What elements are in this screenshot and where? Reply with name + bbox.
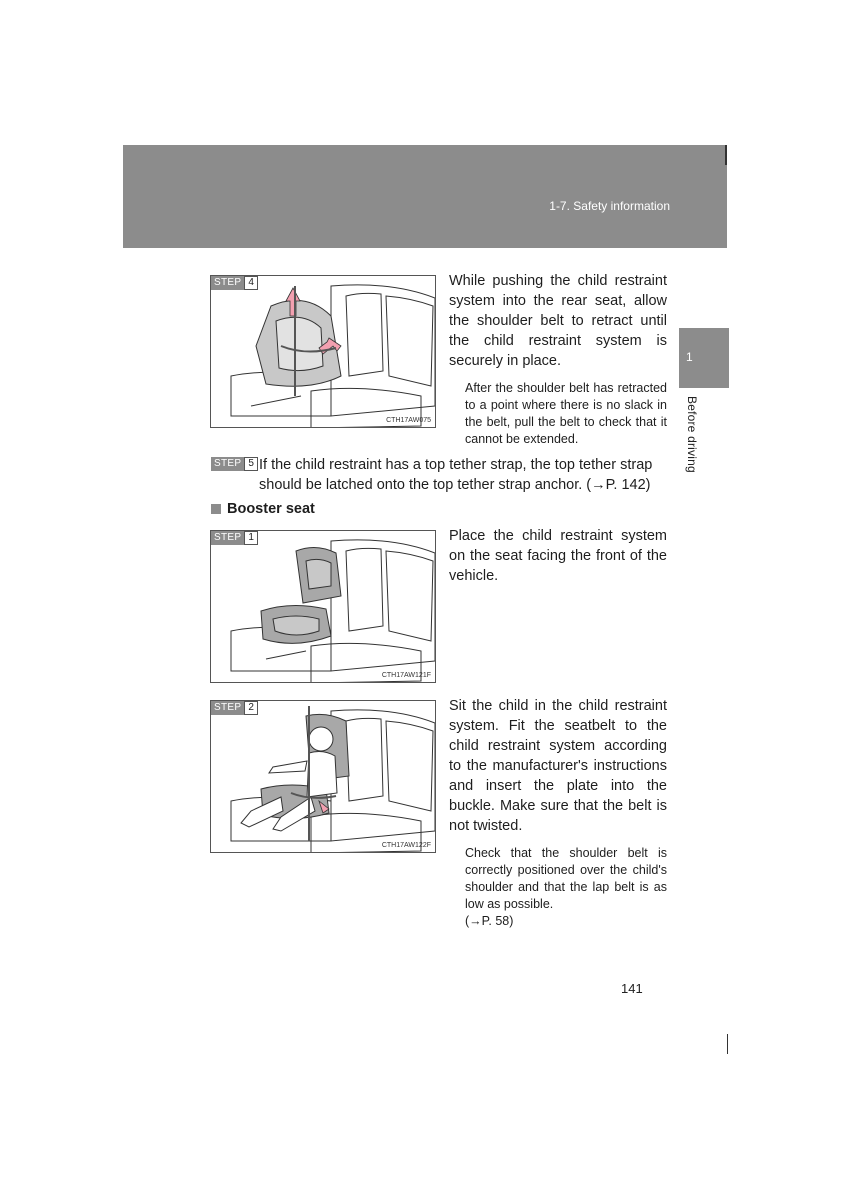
chapter-number: 1 (686, 350, 693, 364)
child-in-booster-illustration (211, 701, 436, 853)
header-band (123, 145, 727, 248)
booster-step-2-note-ref[interactable]: (→P. 58) (465, 914, 514, 928)
step-5-text: If the child restraint has a top tether strap, the top tether strap should be latched onto the top tether strap anchor. (→P. 142) (259, 457, 653, 493)
step-4-note: After the shoulder belt has retracted to a point where there is no slack in the belt, pull the belt to check that it cannot be extended. (465, 381, 667, 446)
step-badge: STEP 1 (211, 531, 258, 545)
square-bullet-icon (211, 504, 221, 514)
step-badge: STEP 2 (211, 701, 258, 715)
chapter-label: Before driving (685, 396, 699, 473)
figure-code: CTH17AW075 (386, 417, 431, 424)
booster-seat-illustration (211, 531, 436, 683)
figure-code: CTH17AW121F (381, 672, 431, 679)
step-badge: STEP 4 (211, 276, 258, 290)
figure-code: CTH17AW122F (381, 842, 431, 849)
header-tick (725, 145, 727, 165)
figure-booster-step-1 (210, 530, 436, 683)
booster-step-2-note: Check that the shoulder belt is correctly positioned over the child's shoulder and that the lap belt is as low as possible. (465, 846, 667, 911)
section-title: 1-7. Safety information (549, 199, 670, 213)
booster-step-2-text: Sit the child in the child restraint system. Fit the seatbelt to the child restraint system according to the manufacturer's instructions and insert the plate into the buckle. Make sure that the belt is not twisted. (449, 698, 667, 834)
figure-step-4 (210, 275, 436, 428)
figure-booster-step-2 (210, 700, 436, 853)
page-tick (727, 1034, 728, 1054)
booster-heading: Booster seat (211, 501, 315, 517)
page-number: 141 (621, 981, 643, 996)
booster-step-1-text: Place the child restraint system on the seat facing the front of the vehicle. (449, 528, 667, 584)
step-badge: STEP 5 (211, 457, 258, 471)
step-4-text: While pushing the child restraint system into the rear seat, allow the shoulder belt to retract until the child restraint system is securely in place. (449, 273, 667, 369)
child-seat-illustration (211, 276, 436, 428)
